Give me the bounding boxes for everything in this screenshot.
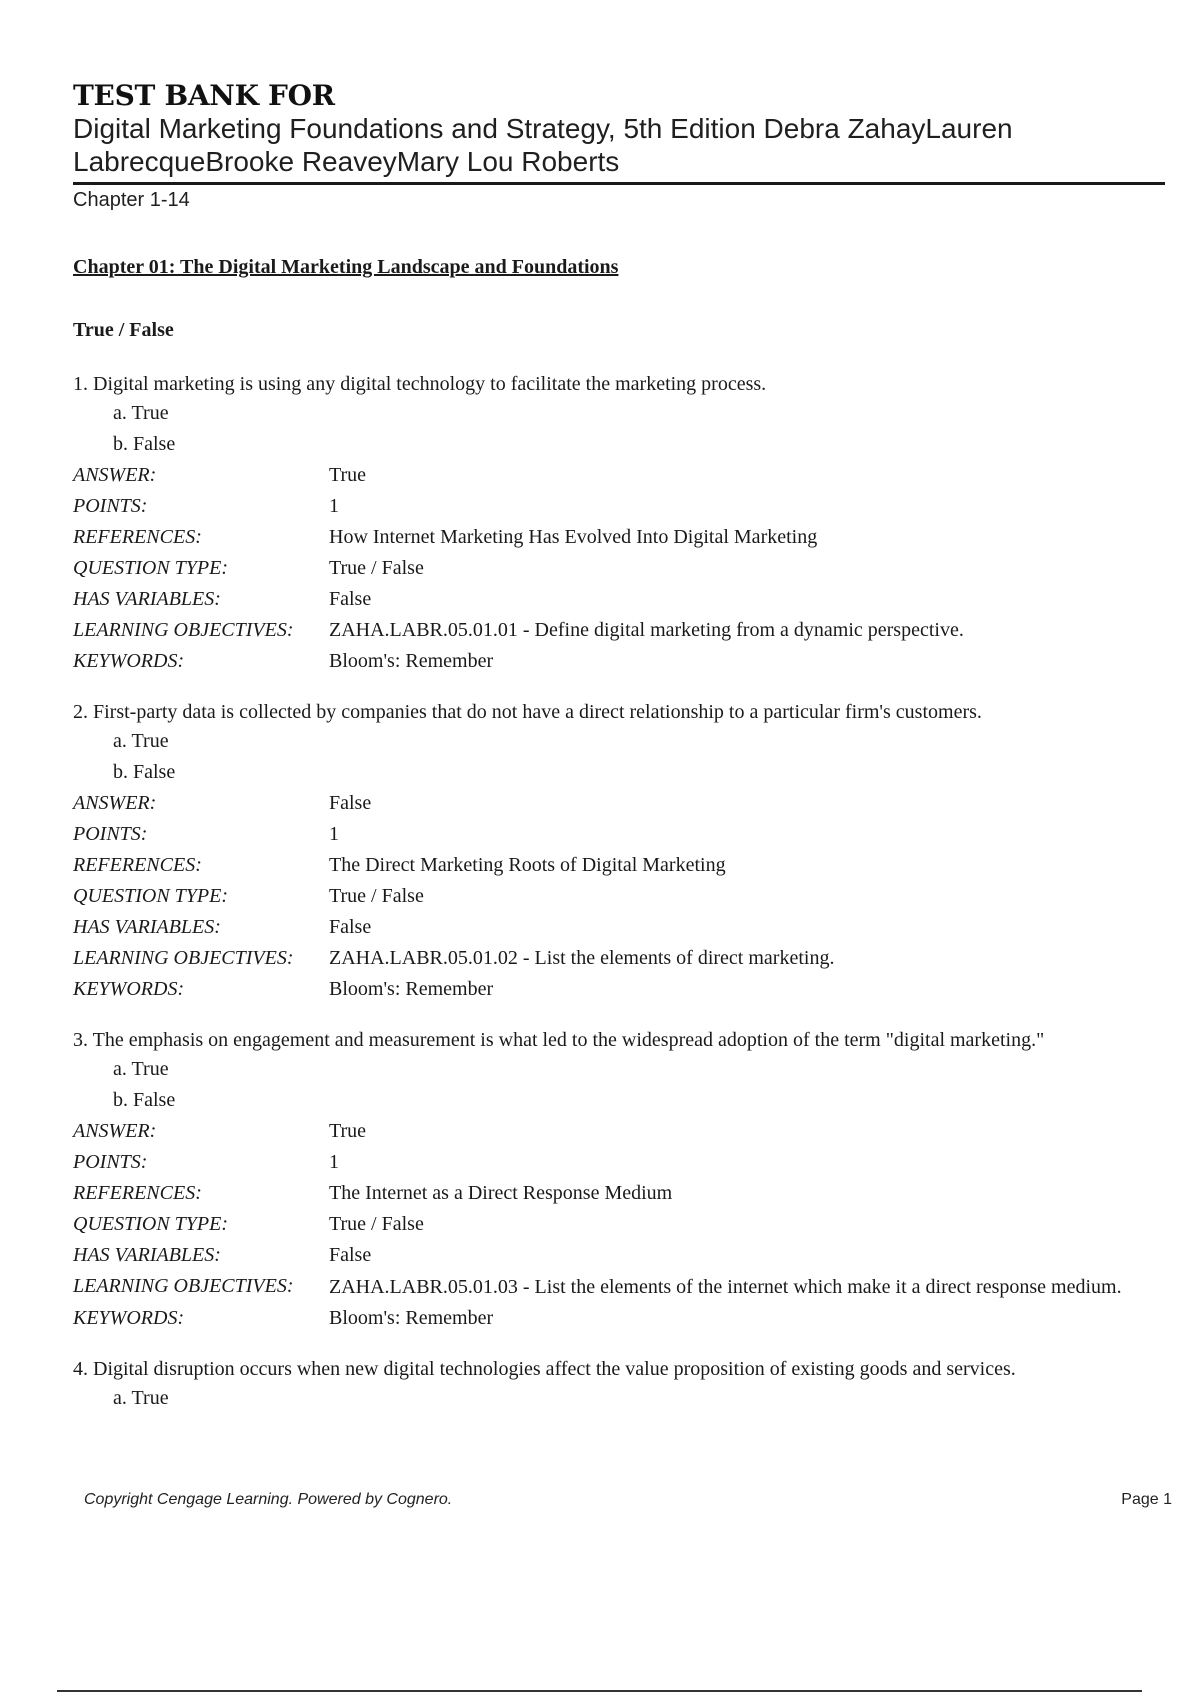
document-body [73,255,1173,1414]
learning-objectives-label: LEARNING OBJECTIVES: [73,947,294,969]
question-type-label: QUESTION TYPE: [73,1213,229,1235]
points-label: POINTS: [73,495,148,517]
references-label: REFERENCES: [73,526,202,548]
choice-a: a. True [113,1387,169,1409]
has-variables-value: False [329,588,372,610]
keywords-label: KEYWORDS: [73,1307,185,1329]
question-type-value: True / False [329,557,424,579]
keywords-row [73,1303,1173,1334]
test-bank-title: TEST BANK FOR [73,79,335,112]
learning-objectives-row [73,1271,1173,1303]
keywords-label: KEYWORDS: [73,978,185,1000]
has-variables-label: HAS VARIABLES: [73,588,221,610]
choice-b: b. False [113,761,176,783]
answer-label: ANSWER: [73,464,157,486]
choice-a: a. True [113,730,169,752]
learning-objectives-value: ZAHA.LABR.05.01.03 - List the elements of the internet which make it a direct response medium. [329,1276,1122,1298]
chapter-heading: Chapter 01: The Digital Marketing Landscape and Foundations [73,256,619,278]
points-label: POINTS: [73,823,148,845]
copyright-notice: Copyright Cengage Learning. Powered by Cognero. [84,1491,453,1508]
choice-b: b. False [113,433,176,455]
has-variables-row [73,584,1173,615]
answer-label: ANSWER: [73,1120,157,1142]
question-type-row [73,553,1173,584]
question-stem: 3. The emphasis on engagement and measurement is what led to the widespread adoption of the term "digital marketing." [73,1029,1045,1051]
keywords-value: Bloom's: Remember [329,978,494,1000]
choice-b: b. False [113,1089,176,1111]
chapter-range: Chapter 1-14 [73,189,190,211]
answer-row [73,460,1173,491]
references-value: The Internet as a Direct Response Medium [329,1182,673,1204]
question-stem: 1. Digital marketing is using any digital technology to facilitate the marketing process. [73,373,767,395]
has-variables-row [73,1240,1173,1271]
page-number: Page 1 [1121,1491,1172,1508]
learning-objectives-value: ZAHA.LABR.05.01.01 - Define digital marketing from a dynamic perspective. [329,619,964,641]
book-title-line-2: LabrecqueBrooke ReaveyMary Lou Roberts [73,146,620,177]
answer-value: False [329,792,372,814]
references-row [73,522,1173,553]
question-type-value: True / False [329,885,424,907]
points-row [73,491,1173,522]
question-4 [73,1355,1173,1414]
section-heading: True / False [73,319,174,341]
bottom-divider [57,1690,1142,1692]
answer-label: ANSWER: [73,792,157,814]
keywords-value: Bloom's: Remember [329,650,494,672]
keywords-row [73,974,1173,1005]
references-value: How Internet Marketing Has Evolved Into Digital Marketing [329,526,818,548]
question-stem: 2. First-party data is collected by companies that do not have a direct relationship to a particular firm's customers. [73,701,982,723]
keywords-row [73,646,1173,677]
learning-objectives-row [73,943,1173,974]
question-type-value: True / False [329,1213,424,1235]
points-row [73,819,1173,850]
references-label: REFERENCES: [73,854,202,876]
points-value: 1 [329,1151,339,1173]
learning-objectives-label: LEARNING OBJECTIVES: [73,619,294,641]
question-3 [73,1026,1173,1334]
keywords-value: Bloom's: Remember [329,1307,494,1329]
question-stem: 4. Digital disruption occurs when new digital technologies affect the value proposition of existing goods and services. [73,1358,1016,1380]
book-title-line-1: Digital Marketing Foundations and Strategy, 5th Edition Debra ZahayLauren [73,113,1013,144]
references-label: REFERENCES: [73,1182,202,1204]
choice-a: a. True [113,1058,169,1080]
has-variables-row [73,912,1173,943]
has-variables-label: HAS VARIABLES: [73,1244,221,1266]
keywords-label: KEYWORDS: [73,650,185,672]
page-footer [84,1490,1172,1510]
question-1 [73,370,1173,677]
choice-a: a. True [113,402,169,424]
header-rule [73,182,1165,185]
points-value: 1 [329,823,339,845]
question-type-row [73,881,1173,912]
learning-objectives-value: ZAHA.LABR.05.01.02 - List the elements of direct marketing. [329,947,835,969]
points-value: 1 [329,495,339,517]
answer-row [73,1116,1173,1147]
question-type-label: QUESTION TYPE: [73,885,229,907]
document-header [73,80,1165,212]
question-type-row [73,1209,1173,1240]
points-label: POINTS: [73,1151,148,1173]
has-variables-value: False [329,916,372,938]
answer-value: True [329,464,367,486]
question-type-label: QUESTION TYPE: [73,557,229,579]
references-row [73,850,1173,881]
has-variables-value: False [329,1244,372,1266]
answer-value: True [329,1120,367,1142]
references-value: The Direct Marketing Roots of Digital Marketing [329,854,726,876]
references-row [73,1178,1173,1209]
answer-row [73,788,1173,819]
learning-objectives-label: LEARNING OBJECTIVES: [73,1275,294,1297]
points-row [73,1147,1173,1178]
question-2 [73,698,1173,1005]
learning-objectives-row [73,615,1173,646]
has-variables-label: HAS VARIABLES: [73,916,221,938]
